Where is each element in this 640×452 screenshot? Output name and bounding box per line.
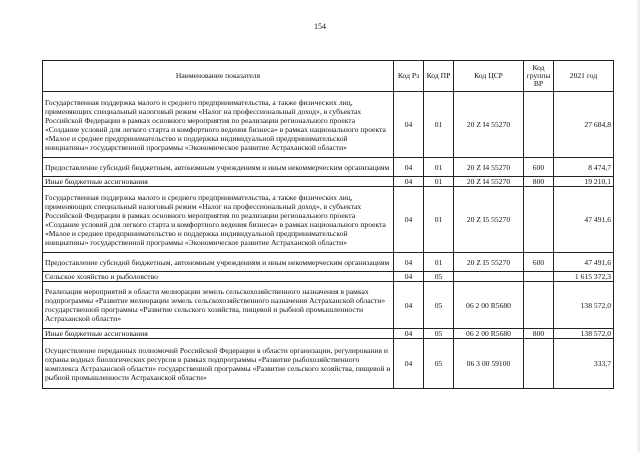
table-row <box>43 272 614 282</box>
row-pr: 01 <box>424 177 454 187</box>
table-row <box>43 282 614 329</box>
row-csr: 20 Z I4 55270 <box>454 92 524 158</box>
table-header-row <box>43 61 614 92</box>
header-name: Наименование показателя <box>43 61 394 92</box>
row-amount: 333,7 <box>554 339 614 389</box>
table-row <box>43 92 614 158</box>
row-amount: 138 572,0 <box>554 329 614 339</box>
scan-edge-shadow <box>636 0 640 452</box>
row-rz: 04 <box>394 272 424 282</box>
row-csr: 20 Z I5 55270 <box>454 253 524 272</box>
header-rz: Код Рз <box>394 61 424 92</box>
row-csr: 20 Z I5 55270 <box>454 187 524 253</box>
row-csr <box>454 272 524 282</box>
row-amount: 138 572,0 <box>554 282 614 329</box>
row-rz: 04 <box>394 282 424 329</box>
page-number: 154 <box>314 22 326 31</box>
row-rz: 04 <box>394 253 424 272</box>
row-csr: 20 Z I4 55270 <box>454 158 524 177</box>
row-amount: 8 474,7 <box>554 158 614 177</box>
row-pr: 05 <box>424 339 454 389</box>
row-name: Иные бюджетные ассигнования <box>43 329 394 339</box>
row-amount: 27 684,8 <box>554 92 614 158</box>
row-amount: 19 210,1 <box>554 177 614 187</box>
budget-table <box>42 60 614 389</box>
row-vr <box>524 282 554 329</box>
row-rz: 04 <box>394 339 424 389</box>
row-csr: 06 2 00 R5680 <box>454 329 524 339</box>
row-pr: 05 <box>424 272 454 282</box>
row-name: Иные бюджетные ассигнования <box>43 177 394 187</box>
table-row <box>43 339 614 389</box>
row-vr: 800 <box>524 329 554 339</box>
header-vr: Код группы ВР <box>524 61 554 92</box>
header-pr: Код ПР <box>424 61 454 92</box>
table-row <box>43 329 614 339</box>
row-pr: 01 <box>424 253 454 272</box>
row-amount: 47 491,6 <box>554 253 614 272</box>
row-vr <box>524 339 554 389</box>
row-pr: 01 <box>424 187 454 253</box>
row-rz: 04 <box>394 329 424 339</box>
row-csr: 06 3 00 59100 <box>454 339 524 389</box>
row-rz: 04 <box>394 187 424 253</box>
row-name: Предоставление субсидий бюджетным, автономным учреждениям и иным некоммерческим организациям <box>43 158 394 177</box>
header-csr: Код ЦСР <box>454 61 524 92</box>
row-rz: 04 <box>394 158 424 177</box>
row-vr <box>524 187 554 253</box>
row-pr: 01 <box>424 158 454 177</box>
row-csr: 06 2 00 R5680 <box>454 282 524 329</box>
row-pr: 05 <box>424 329 454 339</box>
row-name: Государственная поддержка малого и среднего предпринимательства, а также физических лиц, применяющих специальный налоговый режим «Налог на профессиональный доход», в субъектах Российской Федерации в рамках основного мероприятия по реализации регионального проекта «Создание условий для легкого старта и комфортного ведения бизнеса» в рамках национального проекта «Малое и среднее предпринимательство и поддержка индивидуальной предпринимательской инициативы» государственной программы «Экономическое развитие Астраханской области» <box>43 92 394 158</box>
row-amount: 1 615 372,3 <box>554 272 614 282</box>
table-row <box>43 187 614 253</box>
table-row <box>43 253 614 272</box>
row-name: Осуществление переданных полномочий Российской Федерации в области организации, регулирования и охраны водных биологических ресурсов в рамках подпрограммы «Развитие рыбохозяйственного комплекса Астраханской области» государственной программы «Развитие сельского хозяйства, пищевой и рыбной промышленности Астраханской области» <box>43 339 394 389</box>
row-pr: 01 <box>424 92 454 158</box>
row-name: Государственная поддержка малого и среднего предпринимательства, а также физических лиц, применяющих специальный налоговый режим «Налог на профессиональный доход», в субъектах Российской Федерации в рамках основного мероприятия по реализации регионального проекта «Создание условий для легкого старта и комфортного ведения бизнеса» в рамках национального проекта «Малое и среднее предпринимательство и поддержка индивидуальной предпринимательской инициативы» государственной программы «Экономическое развитие Астраханской области» <box>43 187 394 253</box>
row-vr <box>524 92 554 158</box>
row-csr: 20 Z I4 55270 <box>454 177 524 187</box>
row-amount: 47 491,6 <box>554 187 614 253</box>
row-vr: 600 <box>524 158 554 177</box>
header-year: 2021 год <box>554 61 614 92</box>
row-name: Предоставление субсидий бюджетным, автономным учреждениям и иным некоммерческим организациям <box>43 253 394 272</box>
table-row <box>43 158 614 177</box>
row-rz: 04 <box>394 177 424 187</box>
row-vr: 600 <box>524 253 554 272</box>
row-rz: 04 <box>394 92 424 158</box>
row-pr: 05 <box>424 282 454 329</box>
table-row <box>43 177 614 187</box>
row-name: Реализация мероприятий в области мелиорации земель сельскохозяйственного назначения в рамках подпрограммы «Развитие мелиорации земель сельскохозяйственного назначения Астраханской области» государственной программы «Развитие сельского хозяйства, пищевой и рыбной промышленности Астраханской области» <box>43 282 394 329</box>
row-name: Сельское хозяйство и рыболовство <box>43 272 394 282</box>
row-vr: 800 <box>524 177 554 187</box>
row-vr <box>524 272 554 282</box>
